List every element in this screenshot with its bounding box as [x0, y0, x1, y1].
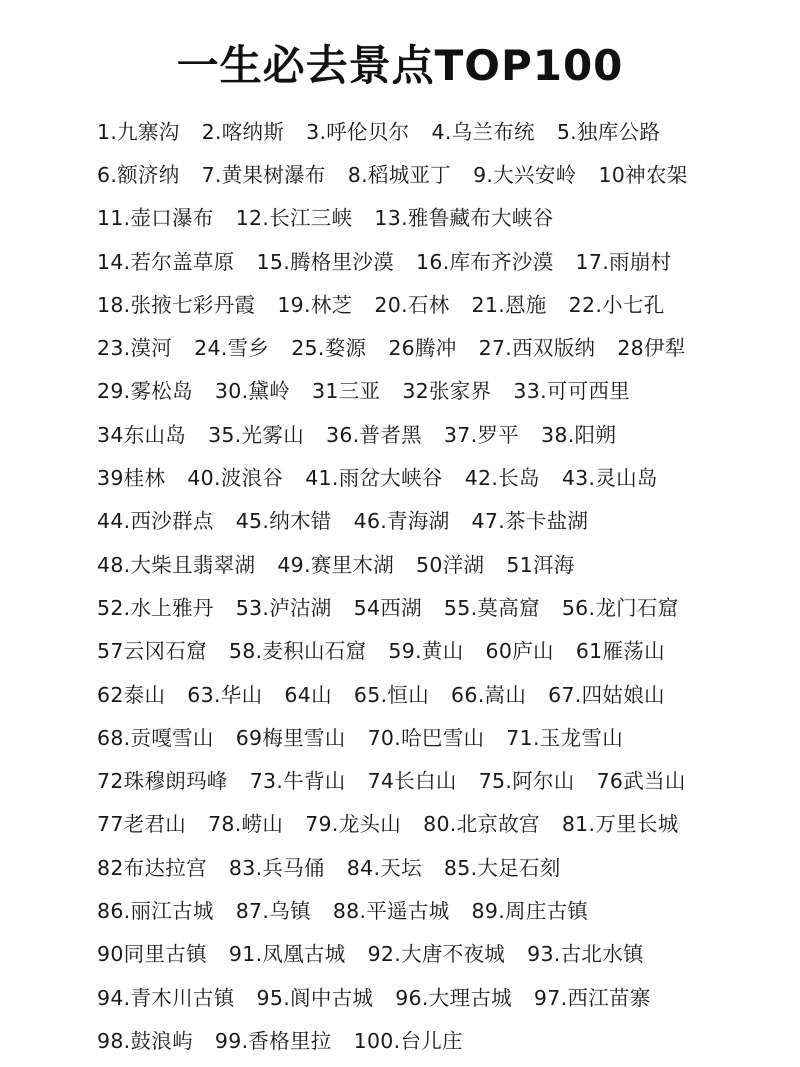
list-item: 65.恒山 — [353, 682, 430, 707]
list-item: 11.壶口瀑布 — [97, 206, 214, 231]
list-item: 4.乌兰布统 — [431, 119, 535, 144]
list-item: 37.罗平 — [443, 422, 520, 447]
list-row — [97, 411, 787, 454]
list-item: 19.林芝 — [277, 292, 353, 317]
list-item: 24.雪乡 — [194, 336, 270, 361]
list-row — [97, 454, 787, 497]
list-row — [97, 974, 787, 1017]
list-item: 13.雅鲁藏布大峡谷 — [374, 206, 554, 231]
list-item: 38.阳朔 — [541, 422, 617, 447]
list-row — [97, 931, 787, 974]
list-row — [97, 671, 787, 714]
list-item: 70.哈巴雪山 — [367, 725, 485, 750]
list-row — [97, 887, 787, 930]
list-item: 47.茶卡盐湖 — [471, 509, 589, 534]
list-item: 67.四姑娘山 — [548, 682, 665, 707]
list-item: 77老君山 — [97, 812, 187, 837]
list-item: 73.牛背山 — [249, 769, 346, 794]
attraction-list — [97, 108, 787, 1061]
list-item: 28伊犁 — [617, 336, 686, 361]
list-row — [97, 238, 787, 281]
list-item: 43.灵山岛 — [561, 466, 658, 491]
list-item: 18.张掖七彩丹霞 — [97, 292, 256, 317]
list-item: 40.波浪谷 — [187, 466, 284, 491]
list-item: 58.麦积山石窟 — [228, 639, 367, 664]
list-item: 61雁荡山 — [575, 639, 665, 664]
list-item: 32张家界 — [402, 379, 492, 404]
list-item: 3.呼伦贝尔 — [306, 119, 410, 144]
list-item: 35.光雾山 — [208, 422, 304, 447]
list-item: 85.大足石刻 — [443, 855, 561, 880]
list-item: 80.北京故宫 — [423, 812, 540, 837]
list-item: 15.腾格里沙漠 — [256, 249, 395, 274]
list-item: 96.大理古城 — [395, 985, 512, 1010]
list-row — [97, 281, 787, 324]
list-row — [97, 584, 787, 627]
list-item: 27.西双版纳 — [478, 336, 596, 361]
list-row — [97, 801, 787, 844]
list-item: 23.漠河 — [97, 336, 173, 361]
list-item: 91.凤凰古城 — [228, 942, 346, 967]
list-item: 34东山岛 — [97, 422, 187, 447]
list-item: 57云冈石窟 — [97, 639, 207, 664]
list-item: 81.万里长城 — [561, 812, 679, 837]
list-item: 14.若尔盖草原 — [97, 249, 235, 274]
list-item: 98.鼓浪屿 — [97, 1028, 193, 1053]
list-row — [97, 714, 787, 757]
list-item: 75.阿尔山 — [478, 769, 575, 794]
list-item: 99.香格里拉 — [214, 1028, 332, 1053]
list-item: 86.丽江古城 — [97, 898, 214, 923]
list-item: 44.西沙群点 — [97, 509, 214, 534]
list-item: 84.天坛 — [346, 855, 422, 880]
list-item: 6.额济纳 — [97, 162, 180, 187]
list-item: 39桂林 — [97, 466, 166, 491]
list-item: 5.独库公路 — [556, 119, 661, 144]
list-item: 36.普者黑 — [326, 422, 422, 447]
list-item: 94.青木川古镇 — [97, 985, 235, 1010]
list-item: 90同里古镇 — [97, 942, 207, 967]
list-item: 59.黄山 — [388, 639, 464, 664]
list-item: 71.玉龙雪山 — [506, 725, 623, 750]
list-item: 31三亚 — [312, 379, 381, 404]
list-item: 16.库布齐沙漠 — [416, 249, 554, 274]
list-item: 45.纳木错 — [235, 509, 332, 534]
list-item: 50洋湖 — [416, 552, 485, 577]
list-row — [97, 368, 787, 411]
list-item: 93.古北水镇 — [527, 942, 644, 967]
list-item: 2.喀纳斯 — [201, 119, 285, 144]
list-item: 62泰山 — [97, 682, 166, 707]
list-item: 26腾冲 — [388, 336, 457, 361]
list-item: 30.黛岭 — [214, 379, 291, 404]
list-item: 55.莫高窟 — [443, 595, 540, 620]
list-row — [97, 844, 787, 887]
list-item: 78.崂山 — [208, 812, 284, 837]
list-item: 88.平遥古城 — [332, 898, 450, 923]
list-item: 9.大兴安岭 — [473, 162, 577, 187]
list-item: 1.九寨沟 — [97, 119, 180, 144]
list-item: 95.阆中古城 — [256, 985, 374, 1010]
list-row — [97, 324, 787, 367]
list-item: 66.嵩山 — [451, 682, 527, 707]
list-item: 33.可可西里 — [513, 379, 631, 404]
list-item: 42.长岛 — [464, 466, 540, 491]
list-item: 79.龙头山 — [305, 812, 402, 837]
list-item: 68.贡嘎雪山 — [97, 725, 214, 750]
list-item: 74长白山 — [367, 769, 457, 794]
page-title: 一生必去景点TOP100 — [176, 41, 624, 90]
list-row — [97, 628, 787, 671]
list-item: 76武当山 — [596, 769, 686, 794]
list-item: 29.雾松岛 — [97, 379, 193, 404]
list-row — [97, 757, 787, 800]
list-item: 69梅里雪山 — [235, 725, 346, 750]
list-item: 41.雨岔大峡谷 — [305, 466, 443, 491]
list-item: 20.石林 — [374, 292, 450, 317]
list-row — [97, 195, 787, 238]
list-item: 25.婺源 — [291, 336, 367, 361]
list-item: 100.台儿庄 — [353, 1028, 463, 1053]
list-row — [97, 108, 787, 151]
list-row — [97, 498, 787, 541]
list-item: 87.乌镇 — [235, 898, 311, 923]
list-row — [97, 541, 787, 584]
list-row — [97, 1017, 787, 1060]
list-item: 22.小七孔 — [568, 292, 665, 317]
list-row — [97, 151, 787, 194]
list-item: 48.大柴且翡翠湖 — [97, 552, 256, 577]
list-item: 89.周庄古镇 — [471, 898, 589, 923]
list-item: 54西湖 — [353, 595, 422, 620]
list-item: 53.泸沽湖 — [235, 595, 332, 620]
list-item: 64山 — [284, 682, 332, 707]
list-item: 49.赛里木湖 — [277, 552, 395, 577]
list-item: 52.水上雅丹 — [97, 595, 214, 620]
list-item: 72珠穆朗玛峰 — [97, 769, 228, 794]
list-item: 97.西江苗寨 — [533, 985, 651, 1010]
list-item: 83.兵马俑 — [228, 855, 325, 880]
list-item: 60庐山 — [485, 639, 554, 664]
list-item: 92.大唐不夜城 — [367, 942, 506, 967]
list-item: 7.黄果树瀑布 — [201, 162, 326, 187]
list-item: 46.青海湖 — [353, 509, 450, 534]
list-item: 51洱海 — [506, 552, 575, 577]
list-item: 10神农架 — [598, 162, 688, 187]
list-item: 12.长江三峡 — [235, 206, 353, 231]
list-item: 8.稻城亚丁 — [347, 162, 452, 187]
list-item: 17.雨崩村 — [575, 249, 672, 274]
list-item: 56.龙门石窟 — [561, 595, 679, 620]
list-item: 21.恩施 — [471, 292, 547, 317]
list-item: 82布达拉宫 — [97, 855, 207, 880]
list-item: 63.华山 — [187, 682, 263, 707]
